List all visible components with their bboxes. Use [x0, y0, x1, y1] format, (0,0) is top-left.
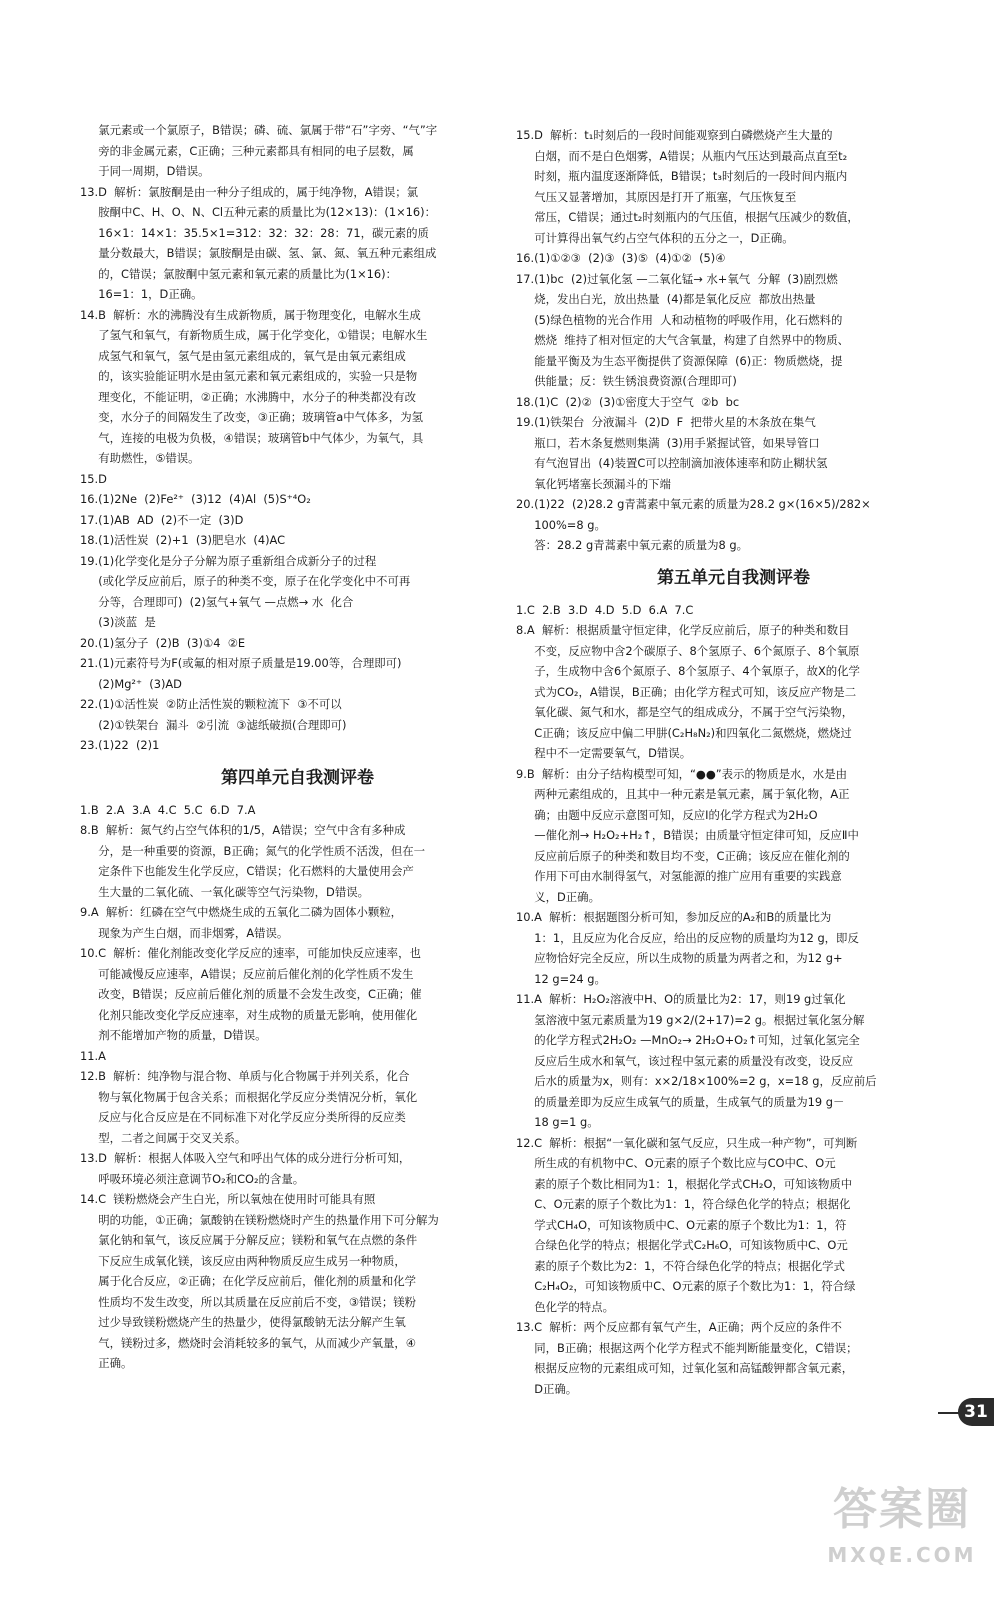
- answer-line-continuation: 后水的质量为x，则有：x×2/18×100%=2 g，x=18 g，反应前后: [534, 1074, 877, 1088]
- answer-line-continuation: 作用下可由水制得氢气，对氢能源的推广应用有重要的实践意: [534, 869, 842, 883]
- answer-line: 10.A 解析：根据题图分析可知，参加反应的A₂和B的质量比为: [516, 910, 832, 924]
- answer-line-continuation: (3)淡蓝 是: [98, 615, 156, 629]
- right-column: [516, 125, 951, 1399]
- answer-line-continuation: 化剂只能改变化学反应速率，对生成物的质量无影响，使用催化: [98, 1007, 418, 1022]
- answer-line-continuation: (5)绿色植物的光合作用 人和动植物的呼吸作用，化石燃料的: [534, 312, 843, 327]
- answer-line-continuation: 12 g=24 g。: [534, 971, 606, 986]
- answer-line: 18.(1)活性炭 (2)+1 (3)肥皂水 (4)AC: [80, 533, 286, 547]
- answer-line: 1.B 2.A 3.A 4.C 5.C 6.D 7.A: [80, 802, 256, 817]
- answer-line: 20.(1)氢分子 (2)B (3)①4 ②E: [80, 635, 246, 650]
- answer-line: 21.(1)元素符号为F(或氟的相对原子质量是19.00等，合理即可): [80, 656, 402, 670]
- answer-line-continuation: 氢溶液中氢元素质量为19 g×2/(2+17)=2 g。根据过氧化氢分解: [534, 1012, 865, 1027]
- answer-line-continuation: 不变，反应物中含2个碳原子、8个氢原子、6个氮原子、8个氧原: [534, 643, 860, 658]
- answer-line-continuation: 定条件下也能发生化学反应，C错误；化石燃料的大量使用会产: [98, 864, 414, 878]
- answer-line-continuation: 时刻，瓶内温度逐渐降低，B错误；t₃时刻后的一段时间内瓶内: [534, 169, 848, 183]
- answer-line-continuation: 义，D正确。: [534, 889, 600, 904]
- answer-line: 16.(1)2Ne (2)Fe²⁺ (3)12 (4)Al (5)S⁺⁴O₂: [80, 492, 311, 506]
- answer-line: 13.D 解析：氯胺酮是由一种分子组成的，属于纯净物，A错误；氯: [80, 184, 419, 199]
- answer-line: 13.D 解析：根据人体吸入空气和呼出气体的成分进行分析可知，: [80, 1151, 411, 1165]
- answer-line-continuation: 属于化合反应，②正确；在化学反应前后，催化剂的质量和化学: [98, 1274, 416, 1288]
- answer-line-continuation: 18 g=1 g。: [534, 1115, 599, 1129]
- watermark: [812, 1480, 992, 1590]
- answer-line: 8.B 解析：氮气约占空气体积的1/5，A错误；空气中含有多种成: [80, 823, 406, 837]
- answer-line-continuation: 学式CH₄O，可知该物质中C、O元素的原子个数比为1：1，符: [534, 1217, 847, 1232]
- answer-line-continuation: 瓶口，若木条复燃则集满 (3)用手紧握试管，如果导管口: [534, 435, 820, 450]
- answer-line: 14.C 镁粉燃烧会产生白光，所以氧烛在使用时可能具有照: [80, 1192, 376, 1206]
- answer-line-continuation: 供能量；反：铁生锈浪费资源(合理即可): [534, 374, 737, 388]
- answer-line-continuation: 的，C错误；氯胺酮中氢元素和氧元素的质量比为(1×16)：: [98, 266, 397, 281]
- answer-line-continuation: 有助燃性，⑤错误。: [98, 451, 200, 465]
- answer-line-continuation: 根据反应物的元素组成可知，过氧化氢和高锰酸钾都含氧元素，: [534, 1361, 854, 1375]
- answer-line-continuation: 氧化钙堵塞长颈漏斗的下端: [534, 476, 671, 491]
- watermark-url: MXQE.COM: [827, 1543, 977, 1567]
- answer-line: 16.(1)①②③ (2)③ (3)⑤ (4)①② (5)④: [516, 251, 726, 265]
- answer-line-continuation: 式为CO₂，A错误，B正确；由化学方程式可知，该反应产物是二: [534, 684, 857, 699]
- answer-line-continuation: 的质量差即为反应生成氧气的质量，生成氧气的质量为19 g－: [534, 1094, 845, 1109]
- answer-line-continuation: 明的功能，①正确；氯酸钠在镁粉燃烧时产生的热量作用下可分解为: [98, 1212, 439, 1227]
- answer-line-continuation: 旁的非金属元素，C正确；三种元素都具有相同的电子层数，属: [98, 143, 414, 158]
- answer-line-continuation: 色化学的特点。: [534, 1299, 614, 1314]
- answer-line-continuation: 过少导致镁粉燃烧产生的热量少，使得氯酸钠无法分解产生氧: [98, 1315, 406, 1329]
- answer-line-continuation: 的，该实验能证明水是由氢元素和氧元素组成的，实验一只是物: [98, 369, 418, 383]
- answer-line-continuation: 物与氧化物属于包含关系；而根据化学反应分类情况分析，氧化: [98, 1089, 418, 1104]
- answer-line-continuation: 程中不一定需要氧气，D错误。: [534, 746, 692, 760]
- answer-line-continuation: D正确。: [534, 1381, 578, 1396]
- left-column: [80, 120, 515, 1374]
- answer-line-continuation: 下反应生成氧化镁，该反应由两种物质反应生成另一种物质，: [98, 1253, 406, 1268]
- answer-line-continuation: 燃烧 维持了相对恒定的大气含氧量，构建了自然界中的物质、: [534, 333, 850, 347]
- answer-line-continuation: 烧，发出白光，放出热量 (4)都是氧化反应 都放出热量: [534, 292, 816, 306]
- answer-line-continuation: 素的原子个数比为2：1，不符合绿色化学的特点；根据化学式: [534, 1258, 845, 1273]
- answer-line: 12.C 解析：根据“一氧化碳和氢气反应，只生成一种产物”，可判断: [516, 1135, 858, 1150]
- answer-line-continuation: 性质均不发生改变，所以其质量在反应前后不变，③错误；镁粉: [98, 1294, 416, 1309]
- answer-line-continuation: 生大量的二氧化硫、一氧化碳等空气污染物，D错误。: [98, 884, 369, 899]
- answer-line-continuation: 气，镁粉过多，燃烧时会消耗较多的氧气，从而减少产氧量，④: [98, 1335, 416, 1350]
- answer-line-continuation: 可计算得出氧气约占空气体积的五分之一，D正确。: [534, 230, 794, 245]
- answer-line-continuation: 反应与化合反应是在不同标准下对化学反应分类所得的反应类: [98, 1110, 406, 1124]
- answer-line-continuation: 16×1：14×1：35.5×1=312：32：32：28：71，碳元素的质: [98, 225, 429, 240]
- answer-line-continuation: (2)①铁架台 漏斗 ②引流 ③滤纸破损(合理即可): [98, 717, 347, 732]
- answer-line-continuation: 常压，C错误；通过t₂时刻瓶内的气压值，根据气压减少的数值，: [534, 210, 859, 224]
- answer-line: 12.B 解析：纯净物与混合物、单质与化合物属于并列关系，化合: [80, 1069, 410, 1083]
- answer-line-continuation: 了氢气和氧气，有新物质生成，属于化学变化，①错误；电解水生: [98, 328, 428, 342]
- page-number-rule: [938, 1412, 960, 1414]
- answer-line-continuation: 胺酮中C、H、O、N、Cl五种元素的质量比为(12×13)：(1×16)：: [98, 205, 436, 219]
- answer-line: 17.(1)AB AD (2)不一定 (3)D: [80, 512, 244, 527]
- answer-line-continuation: 同，B正确；根据这两个化学方程式不能判断能量变化，C错误；: [534, 1340, 858, 1355]
- answer-line: 11.A 解析：H₂O₂溶液中H、O的质量比为2：17，则19 g过氧化: [516, 992, 846, 1006]
- answer-line: 9.B 解析：由分子结构模型可知，“●●”表示的物质是水，水是由: [516, 766, 847, 781]
- answer-line-continuation: 氧化碳、氮气和水，都是空气的组成成分，不属于空气污染物，: [534, 705, 854, 719]
- answer-line-continuation: 呼吸环境必须注意调节O₂和CO₂的含量。: [98, 1171, 305, 1186]
- answer-line: 15.D 解析：t₁时刻后的一段时间能观察到白磷燃烧产生大量的: [516, 128, 833, 142]
- answer-line: 17.(1)bc (2)过氧化氢 —二氧化锰→ 水+氧气 分解 (3)剧烈燃: [516, 271, 838, 286]
- answer-line-continuation: 100%=8 g。: [534, 517, 606, 532]
- answer-line-continuation: 正确。: [98, 1356, 133, 1370]
- answer-line-continuation: 合绿色化学的特点；根据化学式C₂H₆O，可知该物质中C、O元: [534, 1238, 848, 1252]
- watermark-logo-text: 答案圈: [833, 1484, 971, 1535]
- answer-line: 13.C 解析：两个反应都有氧气产生，A正确；两个反应的条件不: [516, 1320, 842, 1334]
- answer-line: 23.(1)22 (2)1: [80, 738, 160, 752]
- answer-line: 9.A 解析：红磷在空气中燃烧生成的五氧化二磷为固体小颗粒，: [80, 905, 403, 919]
- answer-line-continuation: —催化剂→ H₂O₂+H₂↑，B错误；由质量守恒定律可知，反应Ⅱ中: [534, 828, 859, 842]
- answer-line-continuation: 改变，B错误；反应前后催化剂的质量不会发生改变，C正确；催: [98, 987, 422, 1001]
- answer-line-continuation: 氯化钠和氧气，该反应属于分解反应；镁粉和氧气在点燃的条件: [98, 1233, 418, 1247]
- answer-line-continuation: C、O元素的原子个数比为1：1，符合绿色化学的特点；根据化: [534, 1197, 851, 1211]
- answer-line: 14.B 解析：水的沸腾没有生成新物质，属于物理变化，电解水生成: [80, 307, 421, 322]
- section-heading: 第五单元自我测评卷: [657, 567, 810, 588]
- answer-line-continuation: 分，是一种重要的资源，B正确；氮气的化学性质不活泼，但在一: [98, 843, 425, 858]
- answer-line-continuation: 可能减慢反应速率，A错误；反应前后催化剂的化学性质不发生: [98, 966, 414, 981]
- answer-line-continuation: (2)Mg²⁺ (3)AD: [98, 676, 182, 691]
- answer-line-continuation: 白烟，而不是白色烟雾，A错误；从瓶内气压达到最高点直至t₂: [534, 148, 848, 163]
- answer-line-continuation: 素的原子个数比相同为1：1，根据化学式CH₂O，可知该物质中: [534, 1176, 853, 1191]
- section-heading: 第四单元自我测评卷: [221, 767, 374, 788]
- answer-line-continuation: 能量平衡及为生态平衡提供了资源保障 (6)正：物质燃烧，提: [534, 353, 843, 368]
- answer-line-continuation: 现象为产生白烟，而非烟雾，A错误。: [98, 925, 289, 940]
- page-number: 31: [958, 1398, 994, 1426]
- answer-line-continuation: 剂不能增加产物的质量，D错误。: [98, 1028, 267, 1042]
- answer-line-continuation: 氯元素或一个氯原子，B错误；磷、硫、氯属于带“石”字旁、“气”字: [98, 123, 438, 137]
- answer-line: 20.(1)22 (2)28.2 g青蒿素中氧元素的质量为28.2 g×(16×5)/282×: [516, 497, 871, 511]
- answer-line-continuation: 分等，合理即可) (2)氢气+氧气 —点燃→ 水 化合: [98, 594, 354, 609]
- answer-line: 18.(1)C (2)② (3)①密度大于空气 ②b bc: [516, 394, 740, 409]
- answer-line-continuation: 型，二者之间属于交叉关系。: [98, 1130, 247, 1145]
- answer-line-continuation: 气压又显著增加，其原因是打开了瓶塞，气压恢复至: [534, 189, 797, 204]
- answer-line-continuation: 应物恰好完全反应，所以生成物的质量为两者之和，为12 g+: [534, 951, 843, 965]
- answer-line-continuation: 答：28.2 g青蒿素中氧元素的质量为8 g。: [534, 538, 749, 552]
- answer-line: 11.A: [80, 1048, 106, 1063]
- answer-line-continuation: 有气泡冒出 (4)装置C可以控制滴加液体速率和防止糊状氢: [534, 456, 828, 470]
- answer-line-continuation: 成氢气和氧气，氢气是由氢元素组成的，氧气是由氧元素组成: [98, 348, 406, 363]
- answer-line-continuation: C₂H₄O₂，可知该物质中C、O元素的原子个数比为1：1，符合绿: [534, 1279, 856, 1293]
- answer-line-continuation: 量分数最大，B错误；氯胺酮是由碳、氢、氯、氮、氧五种元素组成: [98, 246, 437, 260]
- answer-line: 15.D: [80, 471, 107, 486]
- answer-line-continuation: 于同一周期，D错误。: [98, 164, 210, 178]
- answer-line-continuation: 理变化，不能证明，②正确；水沸腾中，水分子的种类都没有改: [98, 389, 416, 404]
- answer-line-continuation: 1：1，且反应为化合反应，给出的反应物的质量均为12 g，即反: [534, 930, 859, 945]
- answer-line-continuation: 变，水分子的间隔发生了改变，③正确；玻璃管a中气体多，为氢: [98, 410, 423, 424]
- answer-line-continuation: 确；由题中反应示意图可知，反应Ⅰ的化学方程式为2H₂O: [534, 807, 818, 822]
- answer-line-continuation: (或化学反应前后，原子的种类不变，原子在化学变化中不可再: [98, 574, 411, 588]
- answer-line-continuation: 所生成的有机物中C、O元素的原子个数比应与CO中C、O元: [534, 1156, 836, 1170]
- answer-line: 19.(1)铁架台 分液漏斗 (2)D F 把带火星的木条放在集气: [516, 415, 816, 429]
- answer-line-continuation: 气，连接的电极为负极，④错误；玻璃管b中气体少，为氧气，具: [98, 430, 424, 445]
- answer-line-continuation: C正确；该反应中偏二甲肼(C₂H₈N₂)和四氧化二氮燃烧，燃烧过: [534, 725, 852, 740]
- answer-line-continuation: 反应后生成水和氧气，该过程中氢元素的质量没有改变，设反应: [534, 1053, 854, 1068]
- answer-line-continuation: 反应前后原子的种类和数目均不变，C正确；该反应在催化剂的: [534, 848, 850, 863]
- answer-line: 8.A 解析：根据质量守恒定律，化学反应前后，原子的种类和数目: [516, 623, 850, 637]
- answer-line: 22.(1)①活性炭 ②防止活性炭的颗粒流下 ③不可以: [80, 697, 342, 711]
- answer-line: 1.C 2.B 3.D 4.D 5.D 6.A 7.C: [516, 602, 694, 617]
- answer-line: 10.C 解析：催化剂能改变化学反应的速率，可能加快反应速率，也: [80, 946, 421, 960]
- answer-line: 19.(1)化学变化是分子分解为原子重新组合成新分子的过程: [80, 553, 377, 568]
- answer-line-continuation: 两种元素组成的，且其中一种元素是氧元素，属于氧化物，A正: [534, 787, 850, 801]
- answer-line-continuation: 子，生成物中含6个氮原子、8个氢原子、4个氧原子，故X的化学: [534, 664, 860, 678]
- answer-line-continuation: 16=1：1，D正确。: [98, 287, 203, 301]
- answer-line-continuation: 的化学方程式2H₂O₂ —MnO₂→ 2H₂O+O₂↑可知，过氧化氢完全: [534, 1033, 860, 1047]
